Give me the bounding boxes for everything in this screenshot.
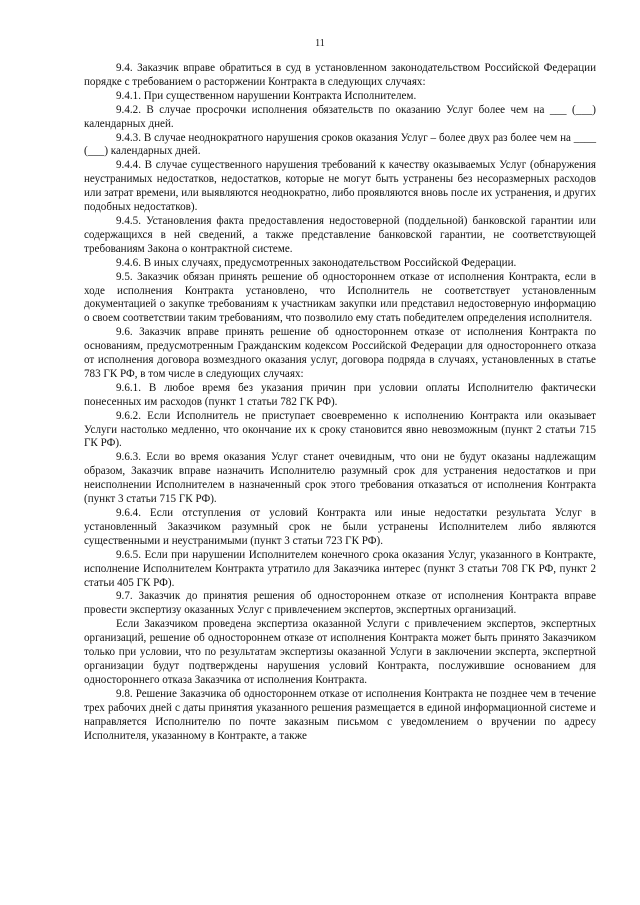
- paragraph-9-4-3: 9.4.3. В случае неоднократного нарушения сроков оказания Услуг – более двух раз более чем на ____ (___) календарных дней.: [84, 131, 596, 158]
- paragraph-9-7: 9.7. Заказчик до принятия решения об одностороннем отказе от исполнения Контракта вправе провести экспертизу оказанных Услуг с привлечением экспертов, экспертных организаций.: [84, 590, 596, 617]
- paragraph-9-4-4: 9.4.4. В случае существенного нарушения требований к качеству оказываемых Услуг (обнаружения неустранимых недостатков, недостатков, которые не могут быть устранены без несоразмерных расходов или затрат времени, или выявляются неоднократно, либо проявляются вновь после их устранения, и других подобных недостатков).: [84, 159, 596, 214]
- paragraph-9-6-2: 9.6.2. Если Исполнитель не приступает своевременно к исполнению Контракта или оказывает Услуги настолько медленно, что окончание их к сроку становится явно невозможным (пункт 2 статьи 715 ГК РФ).: [84, 409, 596, 450]
- paragraph-9-6-3: 9.6.3. Если во время оказания Услуг станет очевидным, что они не будут оказаны надлежащим образом, Заказчик вправе назначить Исполнителю разумный срок для устранения недостатков и при неисполнении Исполнителем в назначенный срок этого требования отказаться от исполнения Контракта (пункт 3 статьи 715 ГК РФ).: [84, 451, 596, 506]
- paragraph-9-4-1: 9.4.1. При существенном нарушении Контракта Исполнителем.: [116, 89, 417, 102]
- paragraph-9-6-4: 9.6.4. Если отступления от условий Контракта или иные недостатки результата Услуг в установленный Заказчиком разумный срок не были устранены Исполнителем либо являются существенными и неустранимыми (пункт 3 статьи 723 ГК РФ).: [84, 507, 596, 547]
- paragraph-9-6-1: 9.6.1. В любое время без указания причин при условии оплаты Исполнителю фактически понесенных им расходов (пункт 1 статьи 782 ГК РФ).: [84, 381, 596, 408]
- document-body: [84, 62, 596, 743]
- paragraph-9-4-2: 9.4.2. В случае просрочки исполнения обязательств по оказанию Услуг более чем на ___ (___) календарных дней.: [84, 103, 596, 130]
- paragraph-9-4: 9.4. Заказчик вправе обратиться в суд в установленном законодательством Российской Федерации порядке с требованием о расторжении Контракта в следующих случаях:: [84, 62, 596, 88]
- paragraph-9-6: 9.6. Заказчик вправе принять решение об одностороннем отказе от исполнения Контракта по основаниям, предусмотренным Гражданским кодексом Российской Федерации для одностороннего отказа от исполнения договора возмездного оказания услуг, договора подряда в случаях, установленных в статье 783 ГК РФ, в том числе в следующих случаях:: [84, 326, 596, 380]
- paragraph-9-5: 9.5. Заказчик обязан принять решение об одностороннем отказе от исполнения Контракта, если в ходе исполнения Контракта установлено, что Исполнитель не соответствует установленным документацией о закупке требованиям к участникам закупки или представил недостоверную информацию о своем соответствии таким требованиям, что позволило ему стать победителем определения исполнителя.: [84, 270, 596, 325]
- paragraph-9-4-6: 9.4.6. В иных случаях, предусмотренных законодательством Российской Федерации.: [116, 256, 517, 269]
- paragraph-9-7-expertise: Если Заказчиком проведена экспертиза оказанной Услуги с привлечением экспертов, экспертных организаций, решение об одностороннем отказе от исполнения Контракта может быть принято Заказчиком только при условии, что по результатам экспертизы оказанной Услуги в заключении эксперта, экспертной организации будут подтверждены нарушения условий Контракта, послужившие основанием для одностороннего отказа Заказчика от исполнения Контракта.: [84, 618, 596, 686]
- paragraph-9-4-5: 9.4.5. Установления факта предоставления недостоверной (поддельной) банковской гарантии или содержащихся в ней сведений, а также представление банковской гарантии, не соответствующей требованиям Закона о контрактной системе.: [84, 214, 596, 255]
- page-number: 11: [315, 38, 325, 49]
- paragraph-9-6-5: 9.6.5. Если при нарушении Исполнителем конечного срока оказания Услуг, указанного в Контракте, исполнение Исполнителем Контракта утратило для Заказчика интерес (пункт 3 статьи 708 ГК РФ, пункт 2 статьи 405 ГК РФ).: [84, 548, 596, 589]
- paragraph-9-8: 9.8. Решение Заказчика об одностороннем отказе от исполнения Контракта не позднее чем в течение трех рабочих дней с даты принятия указанного решения размещается в единой информационной системе и направляется Исполнителю по почте заказным письмом с уведомлением о вручении по адресу Исполнителя, указанному в Контракте, а также: [84, 687, 596, 742]
